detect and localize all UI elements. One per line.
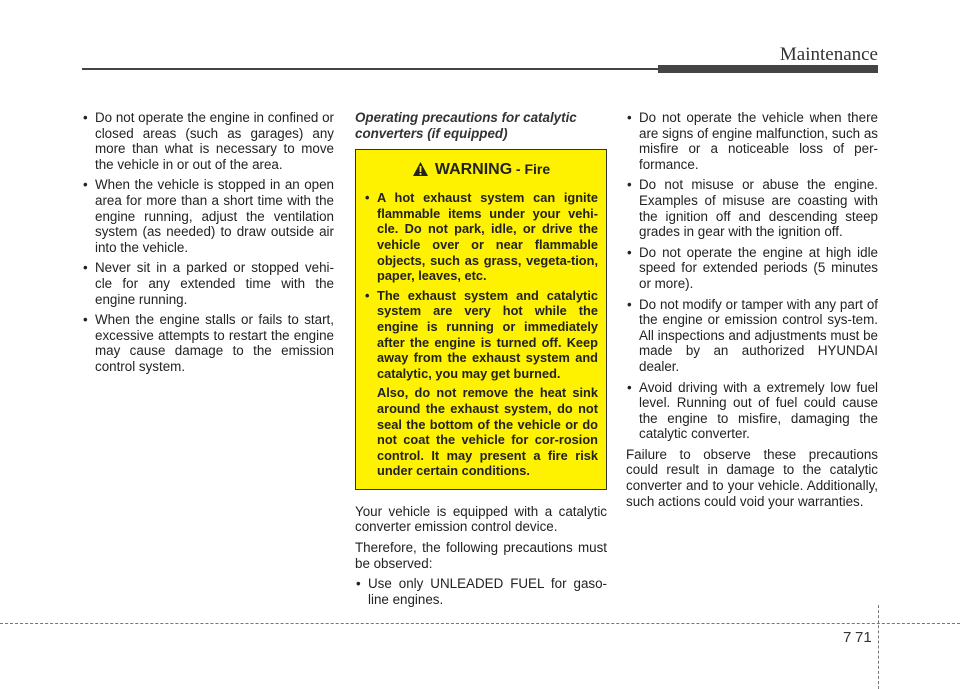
paragraph: Failure to observe these precautions could result in damage to the catalytic converter and to your vehicle. Additionally, such actions could void your warranties. (626, 446, 878, 509)
bullet-item: • Avoid driving with a extremely low fuel level. Running out of fuel could cause the engine to misfire, damaging the catalytic converter. (626, 380, 878, 442)
bullet-item: • Do not misuse or abuse the engine. Examples of misuse are coasting with the ignition off and descending steep grades in gear with the ignition off. (626, 177, 878, 239)
warning-item: • A hot exhaust system can ignite flammable items under your vehi-cle. Do not park, idle, or drive the vehicle over or near flammable objects, such as grass, vegeta-tion, paper, leaves, etc. (364, 190, 598, 284)
warning-continuation: Also, do not remove the heat sink around the exhaust system, do not seal the bottom of the vehicle or do not coat the vehicle for cor-rosion control. It may present a fire risk under certain conditions. (377, 385, 598, 479)
warning-item: • The exhaust system and catalytic system are very hot while the engine is running or immediately after the engine is turned off. Keep away from the exhaust system and catalytic, you may get burned. (364, 288, 598, 382)
paragraph: Therefore, the following precautions must be observed: (355, 540, 607, 571)
warning-box (355, 149, 607, 490)
catalytic-precautions-heading: Operating precautions for catalytic converters (if equipped) (355, 110, 577, 141)
paragraph: Your vehicle is equipped with a catalytic converter emission control device. (355, 503, 607, 535)
footer-divider (878, 605, 879, 689)
warning-sublabel: - Fire (515, 161, 551, 178)
bullet-item: • Use only UNLEADED FUEL for gaso-line engines. (355, 576, 607, 607)
column-2 (355, 110, 607, 612)
bullet-item: • Do not operate the vehicle when there are signs of engine malfunction, such as misfire or a noticeable loss of per-formance. (626, 110, 878, 172)
bullet-item: • Do not operate the engine in confined or closed areas (such as garages) any more than what is necessary to move the vehicle in or out of the area. (82, 110, 334, 172)
column-3 (626, 110, 878, 514)
bullet-item: • Do not operate the engine at high idle speed for extended periods (5 minutes or more). (626, 245, 878, 292)
bullet-item: • When the vehicle is stopped in an open area for more than a short time with the engine running, adjust the ventilation system (as needed) to draw outside air into the vehicle. (82, 177, 334, 255)
header-bar (658, 65, 878, 73)
chapter-number: 7 (843, 629, 852, 646)
warning-label: WARNING (434, 161, 513, 179)
page-number: 71 (855, 629, 872, 646)
warning-triangle-icon (412, 161, 429, 182)
column-1 (82, 110, 334, 380)
header-rule (82, 68, 660, 70)
bullet-item: • When the engine stalls or fails to start, excessive attempts to restart the engine may cause damage to the emission control system. (82, 312, 334, 374)
bullet-item: • Do not modify or tamper with any part of the engine or emission control sys-tem. All inspections and adjustments must be made by an authorized HYUNDAI dealer. (626, 297, 878, 375)
footer-rule (0, 623, 960, 624)
section-title: Maintenance (779, 44, 878, 65)
bullet-item: • Never sit in a parked or stopped vehi-cle for any extended time with the engine running. (82, 260, 334, 307)
warning-header (364, 160, 598, 182)
